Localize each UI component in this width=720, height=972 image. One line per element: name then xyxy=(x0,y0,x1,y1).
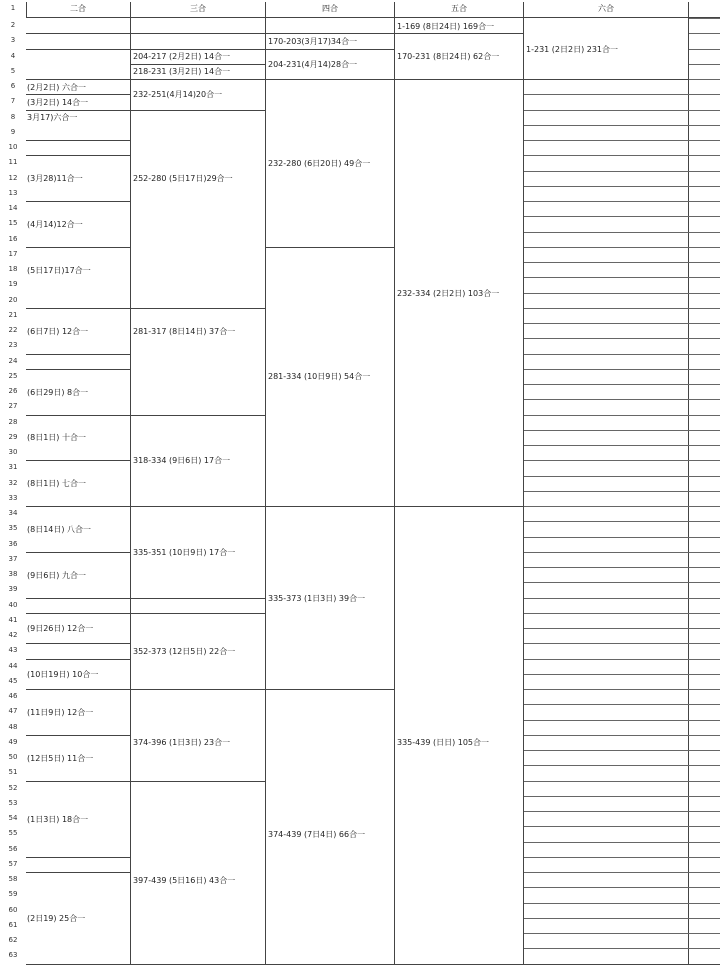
grid-hline xyxy=(689,521,720,522)
grid-hline xyxy=(689,628,720,629)
grid-hline xyxy=(524,140,689,141)
grid-hline xyxy=(524,811,689,812)
grid-hline xyxy=(524,293,689,294)
grid-hline xyxy=(131,689,266,690)
grid-hline xyxy=(689,903,720,904)
col2-cell: (6日7日) 12合一 xyxy=(27,326,89,336)
grid-hline xyxy=(524,476,689,477)
grid-hline xyxy=(26,17,720,18)
row-number: 33 xyxy=(8,493,18,502)
grid-hline xyxy=(524,598,689,599)
grid-hline xyxy=(131,79,266,80)
col4-cell: 204-231(4月14)28合一 xyxy=(268,59,358,69)
col3-cell: 335-351 (10日9日) 17合一 xyxy=(133,547,236,557)
grid-hline xyxy=(524,872,689,873)
grid-hline xyxy=(26,415,131,416)
row-number: 53 xyxy=(8,798,18,807)
row-number: 39 xyxy=(8,585,18,594)
grid-hline xyxy=(689,765,720,766)
col4-cell: 170-203(3月17)34合一 xyxy=(268,36,358,46)
grid-hline xyxy=(689,49,720,50)
grid-hline xyxy=(524,277,689,278)
row-number: 19 xyxy=(8,280,18,289)
grid-hline xyxy=(689,79,720,80)
row-number: 45 xyxy=(8,676,18,685)
col5-cell: 335-439 (日日) 105合一 xyxy=(397,738,490,748)
grid-hline xyxy=(689,369,720,370)
grid-hline xyxy=(266,506,395,507)
col2-cell: (6日29日) 8合一 xyxy=(27,387,89,397)
grid-hline xyxy=(524,796,689,797)
col2-cell: (3月2日) 14合一 xyxy=(27,97,89,107)
grid-hline xyxy=(689,582,720,583)
grid-hline xyxy=(689,262,720,263)
row-number: 9 xyxy=(10,127,16,136)
grid-hline xyxy=(524,613,689,614)
grid-hline xyxy=(689,720,720,721)
grid-hline xyxy=(26,857,131,858)
col3-cell: 232-251(4月14)20合一 xyxy=(133,90,223,100)
row-number: 1 xyxy=(10,4,16,12)
grid-hline xyxy=(689,781,720,782)
grid-hline xyxy=(689,643,720,644)
grid-hline xyxy=(524,247,689,248)
grid-hline xyxy=(689,125,720,126)
row-number: 20 xyxy=(8,295,18,304)
row-number: 4 xyxy=(10,51,16,60)
grid-vline xyxy=(688,2,689,964)
header-col3: 三合 xyxy=(190,4,206,13)
grid-hline xyxy=(26,643,131,644)
grid-hline xyxy=(524,399,689,400)
grid-hline xyxy=(524,125,689,126)
grid-hline xyxy=(524,506,689,507)
grid-hline xyxy=(689,918,720,919)
row-number: 10 xyxy=(8,143,18,151)
grid-hline xyxy=(26,110,131,111)
grid-hline xyxy=(395,506,524,507)
grid-hline xyxy=(689,689,720,690)
col4-cell: 281-334 (10日9日) 54合一 xyxy=(268,372,371,382)
row-number: 36 xyxy=(8,539,18,548)
grid-hline xyxy=(395,33,524,34)
grid-hline xyxy=(524,689,689,690)
grid-hline xyxy=(689,948,720,949)
grid-hline xyxy=(689,338,720,339)
grid-hline xyxy=(524,537,689,538)
col3-cell: 281-317 (8日14日) 37合一 xyxy=(133,326,236,336)
grid-hline xyxy=(689,552,720,553)
grid-hline xyxy=(26,689,131,690)
grid-hline xyxy=(26,354,131,355)
grid-hline xyxy=(131,110,266,111)
row-number: 56 xyxy=(8,844,18,853)
grid-hline xyxy=(26,964,131,965)
grid-hline xyxy=(524,216,689,217)
grid-hline xyxy=(524,826,689,827)
row-number: 61 xyxy=(8,920,18,929)
grid-hline xyxy=(524,781,689,782)
row-number: 11 xyxy=(8,158,18,167)
grid-hline xyxy=(131,308,266,309)
col2-cell: 3月17)六合一 xyxy=(27,113,78,123)
grid-hline xyxy=(131,49,266,50)
row-number: 27 xyxy=(8,402,18,411)
row-number: 49 xyxy=(8,737,18,746)
header-col4: 四合 xyxy=(322,4,338,13)
row-number: 40 xyxy=(8,600,18,609)
grid-hline xyxy=(524,308,689,309)
row-number: 26 xyxy=(8,387,18,395)
grid-hline xyxy=(689,750,720,751)
grid-hline xyxy=(26,94,131,95)
col2-cell: (9日26日) 12合一 xyxy=(27,624,94,633)
grid-hline xyxy=(689,460,720,461)
row-number: 32 xyxy=(8,478,18,487)
grid-hline xyxy=(689,155,720,156)
row-number: 42 xyxy=(8,631,18,639)
grid-vline xyxy=(394,2,395,964)
grid-hline xyxy=(26,155,131,156)
grid-hline xyxy=(524,369,689,370)
col2-cell: (2日19) 25合一 xyxy=(27,913,86,923)
grid-hline xyxy=(689,293,720,294)
grid-hline xyxy=(689,430,720,431)
grid-hline xyxy=(689,186,720,187)
row-number: 62 xyxy=(8,936,18,944)
grid-hline xyxy=(689,94,720,95)
row-number: 28 xyxy=(8,417,18,426)
grid-hline xyxy=(689,445,720,446)
grid-hline xyxy=(689,415,720,416)
row-number: 54 xyxy=(8,814,18,822)
row-number: 5 xyxy=(10,66,16,75)
row-number: 51 xyxy=(8,768,18,777)
grid-hline xyxy=(689,796,720,797)
grid-hline xyxy=(26,369,131,370)
grid-hline xyxy=(524,659,689,660)
row-number: 48 xyxy=(8,722,18,731)
grid-vline xyxy=(26,2,27,18)
grid-hline xyxy=(131,506,266,507)
grid-hline xyxy=(689,491,720,492)
grid-hline xyxy=(26,781,131,782)
grid-hline xyxy=(689,216,720,217)
col2-cell: (8日1日) 七合一 xyxy=(27,479,86,489)
grid-hline xyxy=(26,140,131,141)
grid-hline xyxy=(266,689,395,690)
grid-hline xyxy=(524,720,689,721)
col5-cell: 170-231 (8日24日) 62合一 xyxy=(397,52,500,62)
col2-cell: (5日17日)17合一 xyxy=(27,265,91,275)
col3-cell: 218-231 (3月2日) 14合一 xyxy=(133,67,231,77)
grid-hline xyxy=(524,765,689,766)
col2-cell: (3月28)11合一 xyxy=(27,174,83,184)
row-number: 34 xyxy=(8,509,18,517)
grid-hline xyxy=(689,933,720,934)
col5-cell: 232-334 (2日2日) 103合一 xyxy=(397,288,500,298)
grid-hline xyxy=(524,338,689,339)
grid-hline xyxy=(524,94,689,95)
col3-cell: 397-439 (5日16日) 43合一 xyxy=(133,875,236,885)
row-number: 22 xyxy=(8,326,18,334)
col2-cell: (10日19日) 10合一 xyxy=(27,669,99,679)
grid-hline xyxy=(524,521,689,522)
grid-hline xyxy=(689,232,720,233)
grid-hline xyxy=(689,811,720,812)
row-number: 57 xyxy=(8,859,18,868)
grid-hline xyxy=(524,918,689,919)
grid-hline xyxy=(524,903,689,904)
grid-hline xyxy=(689,567,720,568)
grid-hline xyxy=(26,308,131,309)
col2-cell: (2月2日) 六合一 xyxy=(27,82,86,92)
grid-hline xyxy=(689,64,720,65)
grid-hline xyxy=(689,842,720,843)
row-number: 52 xyxy=(8,783,18,792)
col3-cell: 204-217 (2月2日) 14合一 xyxy=(133,52,231,62)
grid-hline xyxy=(524,201,689,202)
row-number: 7 xyxy=(10,97,16,106)
grid-hline xyxy=(26,552,131,553)
col2-cell: (11日9日) 12合一 xyxy=(27,707,94,717)
grid-hline xyxy=(266,33,395,34)
grid-hline xyxy=(689,18,720,19)
row-number: 46 xyxy=(8,692,18,700)
row-number: 60 xyxy=(8,905,18,914)
row-number: 30 xyxy=(8,448,18,456)
grid-hline xyxy=(26,506,131,507)
grid-hline xyxy=(524,460,689,461)
grid-hline xyxy=(689,277,720,278)
grid-hline xyxy=(689,674,720,675)
col4-cell: 232-280 (6日20日) 49合一 xyxy=(268,158,371,168)
row-number: 37 xyxy=(8,554,18,563)
grid-hline xyxy=(689,171,720,172)
grid-hline xyxy=(524,582,689,583)
grid-hline xyxy=(524,933,689,934)
grid-hline xyxy=(131,64,266,65)
grid-hline xyxy=(524,552,689,553)
grid-hline xyxy=(689,323,720,324)
row-number: 59 xyxy=(8,890,18,899)
grid-hline xyxy=(689,399,720,400)
grid-hline xyxy=(689,354,720,355)
row-number: 6 xyxy=(10,82,16,90)
grid-hline xyxy=(524,155,689,156)
col3-cell: 352-373 (12日5日) 22合一 xyxy=(133,646,236,656)
row-number: 31 xyxy=(8,463,18,472)
grid-hline xyxy=(26,79,131,80)
col2-cell: (9日6日) 九合一 xyxy=(27,570,86,580)
grid-hline xyxy=(689,537,720,538)
row-number: 38 xyxy=(8,570,18,578)
grid-hline xyxy=(689,201,720,202)
row-number: 44 xyxy=(8,661,18,670)
grid-vline xyxy=(265,2,266,964)
grid-hline xyxy=(524,171,689,172)
grid-hline xyxy=(266,247,395,248)
grid-hline xyxy=(131,781,266,782)
grid-hline xyxy=(689,384,720,385)
grid-hline xyxy=(524,384,689,385)
grid-hline xyxy=(689,598,720,599)
row-number: 18 xyxy=(8,265,18,273)
grid-hline xyxy=(689,140,720,141)
col4-cell: 374-439 (7日4日) 66合一 xyxy=(268,829,366,839)
grid-hline xyxy=(524,842,689,843)
col2-cell: (8日1日) 十合一 xyxy=(27,433,86,443)
row-number: 13 xyxy=(8,188,18,197)
row-number: 23 xyxy=(8,341,18,350)
grid-hline xyxy=(689,735,720,736)
grid-hline xyxy=(524,445,689,446)
col2-cell: (12日5日) 11合一 xyxy=(27,753,94,763)
row-number: 3 xyxy=(10,36,16,45)
grid-hline xyxy=(524,567,689,568)
row-number: 14 xyxy=(8,204,18,212)
grid-hline xyxy=(524,262,689,263)
grid-hline xyxy=(395,79,524,80)
grid-hline xyxy=(524,948,689,949)
grid-hline xyxy=(131,33,266,34)
grid-hline xyxy=(26,613,131,614)
grid-hline xyxy=(524,857,689,858)
grid-vline xyxy=(523,2,524,964)
grid-hline xyxy=(26,598,131,599)
grid-hline xyxy=(524,887,689,888)
grid-hline xyxy=(131,415,266,416)
row-number: 2 xyxy=(10,21,16,29)
grid-hline xyxy=(266,79,395,80)
row-number: 17 xyxy=(8,249,18,258)
grid-hline xyxy=(131,598,266,599)
grid-hline xyxy=(689,659,720,660)
row-number: 24 xyxy=(8,356,18,365)
grid-hline xyxy=(524,232,689,233)
grid-hline xyxy=(689,506,720,507)
row-number: 35 xyxy=(8,524,18,533)
grid-hline xyxy=(26,460,131,461)
grid-hline xyxy=(689,110,720,111)
grid-hline xyxy=(524,79,689,80)
grid-hline xyxy=(689,476,720,477)
grid-hline xyxy=(689,33,720,34)
grid-hline xyxy=(131,613,266,614)
row-number: 15 xyxy=(8,219,18,228)
grid-hline xyxy=(26,735,131,736)
grid-hline xyxy=(524,750,689,751)
col3-cell: 252-280 (5日17日)29合一 xyxy=(133,174,233,184)
grid-hline xyxy=(266,49,395,50)
grid-hline xyxy=(524,354,689,355)
row-number: 25 xyxy=(8,371,18,380)
col6-cell: 1-231 (2日2日) 231合一 xyxy=(526,44,619,54)
col3-cell: 318-334 (9日6日) 17合一 xyxy=(133,456,231,466)
grid-hline xyxy=(689,247,720,248)
grid-hline xyxy=(524,704,689,705)
row-number: 12 xyxy=(8,173,18,182)
grid-hline xyxy=(524,735,689,736)
row-number: 58 xyxy=(8,875,18,883)
grid-hline xyxy=(524,628,689,629)
grid-hline xyxy=(524,323,689,324)
header-col6: 六合 xyxy=(598,4,614,13)
grid-hline xyxy=(524,110,689,111)
row-number: 63 xyxy=(8,951,18,960)
row-number: 16 xyxy=(8,234,18,243)
row-number: 55 xyxy=(8,829,18,838)
row-number: 29 xyxy=(8,432,18,441)
grid-hline xyxy=(689,308,720,309)
grid-hline xyxy=(524,415,689,416)
grid-hline xyxy=(689,704,720,705)
grid-hline xyxy=(524,491,689,492)
grid-hline xyxy=(26,49,131,50)
row-number: 21 xyxy=(8,310,18,319)
col3-cell: 374-396 (1日3日) 23合一 xyxy=(133,738,231,748)
header-col2: 二合 xyxy=(70,4,86,13)
grid-hline xyxy=(26,247,131,248)
grid-hline xyxy=(524,674,689,675)
grid-hline xyxy=(524,430,689,431)
col2-cell: (1日3日) 18合一 xyxy=(27,814,89,824)
grid-hline xyxy=(26,33,131,34)
grid-hline xyxy=(524,643,689,644)
row-number: 41 xyxy=(8,615,18,624)
grid-hline xyxy=(689,857,720,858)
row-number: 43 xyxy=(8,646,18,655)
row-number: 47 xyxy=(8,707,18,716)
grid-hline xyxy=(689,826,720,827)
grid-hline xyxy=(689,613,720,614)
grid-hline xyxy=(524,186,689,187)
row-number: 50 xyxy=(8,753,18,761)
grid-hline xyxy=(689,872,720,873)
row-number: 8 xyxy=(10,112,16,121)
grid-vline xyxy=(130,2,131,964)
grid-hline xyxy=(26,201,131,202)
col5-cell: 1-169 (8日24日) 169合一 xyxy=(397,21,495,31)
header-col5: 五合 xyxy=(451,4,467,13)
grid-hline xyxy=(26,872,131,873)
grid-hline xyxy=(689,887,720,888)
col2-cell: (8日14日) 八合一 xyxy=(27,524,92,534)
col2-cell: (4月14)12合一 xyxy=(27,219,83,229)
col4-cell: 335-373 (1日3日) 39合一 xyxy=(268,593,366,603)
grid-hline xyxy=(26,659,131,660)
